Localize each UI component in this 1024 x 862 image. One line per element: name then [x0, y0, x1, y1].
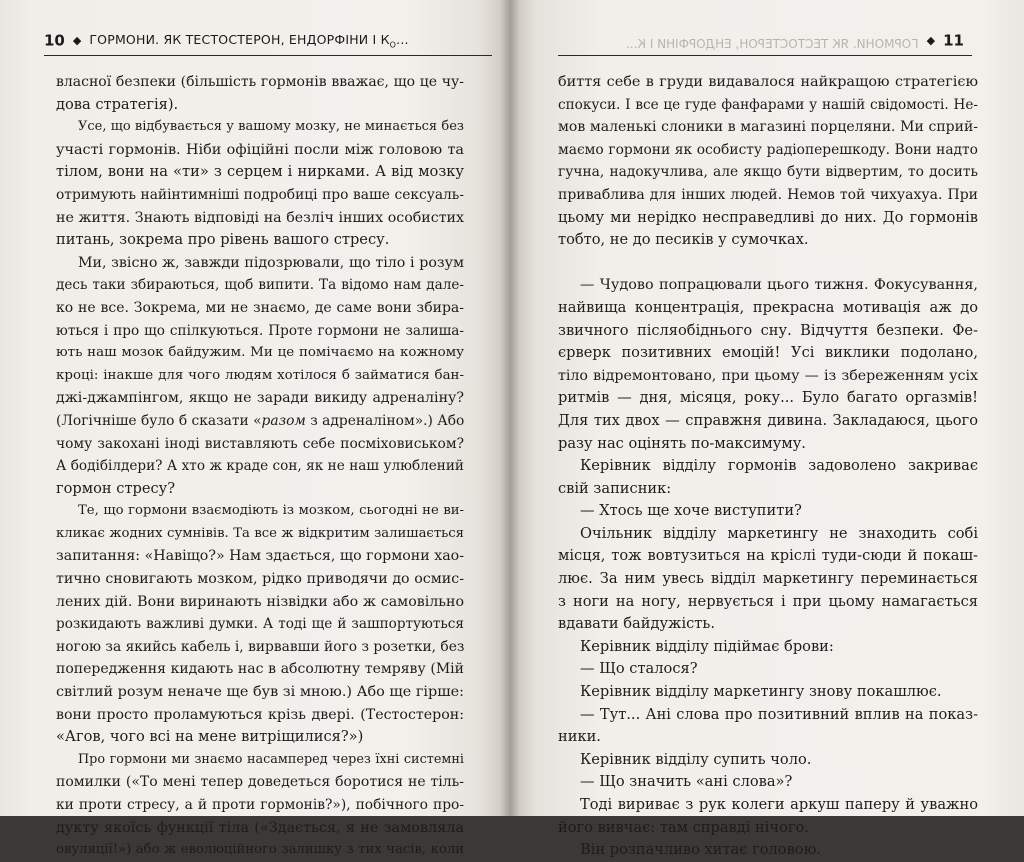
text-line: попередження кидають нас в абсолютну темряву (Мій [56, 661, 464, 678]
text-line: тіло відремонтовано, при цьому — із збереженням усіх [558, 367, 978, 384]
text-line: лює. За ним увесь відділ маркетингу переминається [558, 570, 978, 588]
left-header-rule [44, 55, 492, 56]
left-page [0, 0, 510, 858]
text-line: його вивчає: там справді нічого. [558, 818, 809, 836]
text-line: гучна, надокучлива, але якщо бути відвертим, то досить [558, 164, 978, 181]
left-page-number: 10 [44, 31, 65, 50]
text-line: — Хтось ще хоче виступити? [580, 502, 802, 520]
text-line: дукту якоїсь функції тіла («Здається, я не замовляла [56, 819, 464, 836]
text-line: Керівник відділу маркетингу знову покашлює. [580, 683, 942, 701]
text-line: Ми, звісно ж, завжди підозрювали, що тіло і розум [78, 254, 464, 271]
text-line: з ноги на ногу, нервується і при цьому намагається [558, 592, 978, 610]
text-line: Тоді вириває з рук колеги аркуш паперу й уважно [580, 796, 978, 813]
right-body-text [558, 71, 978, 862]
right-page [510, 0, 1024, 859]
right-header-rule [558, 55, 972, 56]
text-line: вони просто проламуються крізь двері. (Тестостерон: [56, 706, 464, 723]
text-line: питань, зокрема про рівень вашого стресу. [56, 231, 390, 249]
text-line: разу нас оцінять по-максимуму. [558, 434, 806, 452]
right-running-header [919, 30, 964, 54]
text-line: джі-джампінгом, якщо не заради викиду адреналіну? [56, 390, 464, 407]
text-line: Керівник відділу підіймає брови: [580, 637, 834, 655]
text-line: ники. [558, 728, 601, 746]
text-line: ють наш мозок байдужим. Ми це помічаємо на кожному [56, 345, 464, 361]
text-line: єрверк позитивних емоцій! Усі виклики подолано, [558, 344, 978, 362]
text-line: не життя. Знають відповіді на безліч інших особистих [56, 209, 464, 226]
text-line: розкидають важливі думки. А тоді ще й зашпортуються [56, 616, 464, 633]
text-line: ритмів — дня, місяця, року... Було багато оргазмів! [558, 389, 978, 407]
text-line: Те, що гормони взаємодіють із мозком, сьогодні не ви- [78, 503, 464, 519]
text-line: ки проти стресу, а й проти гормонів?»), побічного про- [56, 797, 464, 813]
text-line: тілом, вони на «ти» з серцем і нирками. А від мозку [56, 163, 464, 181]
text-line: кликає жодних сумнівів. Та все ж відкритим залишається [56, 525, 464, 541]
text-line: кроці: інакше для чого людям хотілося б займатися бан- [56, 367, 464, 383]
text-line: цьому ми нерідко несправедливі до них. До гормонів [558, 208, 978, 226]
text-line: ються і про що спілкуються. Проте гормони не залиша- [56, 322, 464, 339]
text-line: Про гормони ми знаємо насамперед через їхні системні [78, 751, 464, 767]
text-line: лених дій. Вони виринають нізвідки або ж самовільно [56, 593, 464, 610]
text-line: Очільник відділу маркетингу не знаходить собі [580, 524, 978, 542]
text-line: отримують найінтимніші подробиці про ваше сексуаль- [56, 186, 464, 203]
text-line: Він розпачливо хитає головою. [580, 841, 821, 859]
text-line: світлий розум неначе ще був зі мною.) Або ще гірше: [56, 684, 464, 701]
left-running-title: ГОРМОНИ. ЯК ТЕСТОСТЕРОН, ЕНДОРФІНИ І $К_О$... [89, 31, 409, 50]
text-line: (Логічніше було б сказати «разом з адреналіном».) Або [56, 412, 465, 429]
text-line: ко не все. Зокрема, ми не знаємо, де саме вони збира- [56, 299, 464, 316]
text-line: мов маленькі слоники в магазині порцеляни. Ми сприй- [558, 119, 978, 136]
text-line: ногою за якийсь кабель і, вирвавши його з розетки, без [56, 638, 465, 655]
text-line: вдавати байдужість. [558, 615, 715, 633]
text-line: — Тут... Ані слова про позитивний вплив на показ- [580, 705, 978, 723]
text-line: тобто, не до песиків у сумочках. [558, 231, 809, 249]
text-line: — Що сталося? [580, 660, 698, 678]
text-line: приваблива для інших людей. Немов той чихуахуа. При [558, 186, 978, 203]
text-line: звичного післяобіднього сну. Відчуття безпеки. Фе- [558, 321, 978, 339]
diamond-icon: ◆ [72, 34, 82, 47]
text-line: тично сновигають мозком, рідко приводячи до осмис- [56, 571, 464, 588]
text-line: місця, тож вовтузиться на кріслі туди-сюди й покаш- [558, 547, 978, 565]
text-line: — Що значить «ані слова»? [580, 773, 793, 791]
book-gutter [500, 0, 520, 816]
text-line: — Чудово попрацювали цього тижня. Фокусування, [580, 277, 978, 294]
text-line: маємо гормони як особисту радіоперешкоду. Вони надто [558, 141, 978, 158]
text-line: помилки («То мені тепер доведеться боротися не тіль- [56, 774, 464, 791]
text-line: биття себе в груди видавалося найкращою стратегією [558, 74, 978, 90]
text-line: А бодібілдери? А хто ж краде сон, як не наш улюблений [56, 458, 464, 475]
show-through-text: ГОРМОНИ. ЯК ТЕСТОСТЕРОН, ЕНДОРФІНИ І К... [625, 37, 918, 51]
text-line: дова стратегія). [56, 95, 179, 113]
left-running-header [44, 30, 409, 54]
text-line: найвища концентрація, прекрасна мотивація аж до [558, 298, 978, 316]
text-line: спокуси. І все це гуде фанфарами у нашій свідомості. Не- [558, 96, 978, 113]
text-line: участі гормонів. Ніби офіційні посли між головою та [56, 141, 464, 158]
text-line: Усе, що відбувається у вашому мозку, не минається без [78, 119, 464, 135]
text-line: овуляції!») або ж еволюційного залишку з тих часів, коли [56, 842, 464, 858]
text-line: запитання: «Навіщо?» Нам здається, що гормони хао- [56, 548, 464, 565]
text-line: Керівник відділу супить чоло. [580, 750, 812, 768]
right-page-number: 11 [943, 31, 964, 50]
text-line: гормон стресу? [56, 479, 176, 497]
italic-word: разом [261, 412, 306, 429]
text-line: власної безпеки (більшість гормонів вважає, що це чу- [56, 74, 464, 90]
left-body-text [56, 71, 464, 862]
text-line: десь таки збираються, щоб випити. Та відомо нам дале- [56, 277, 464, 294]
diamond-icon: ◆ [926, 34, 936, 47]
text-line: Для тих двох — справжня дивина. Закладаюся, цього [558, 411, 978, 429]
text-line: Керівник відділу гормонів задоволено закриває [580, 457, 978, 475]
text-line: «Агов, чого всі на мене витріщилися?») [56, 728, 364, 746]
paragraph-break [558, 252, 978, 275]
text-line: чому закохані іноді виставляють себе посміховиськом? [56, 435, 464, 452]
text-line: свій записник: [558, 479, 672, 497]
